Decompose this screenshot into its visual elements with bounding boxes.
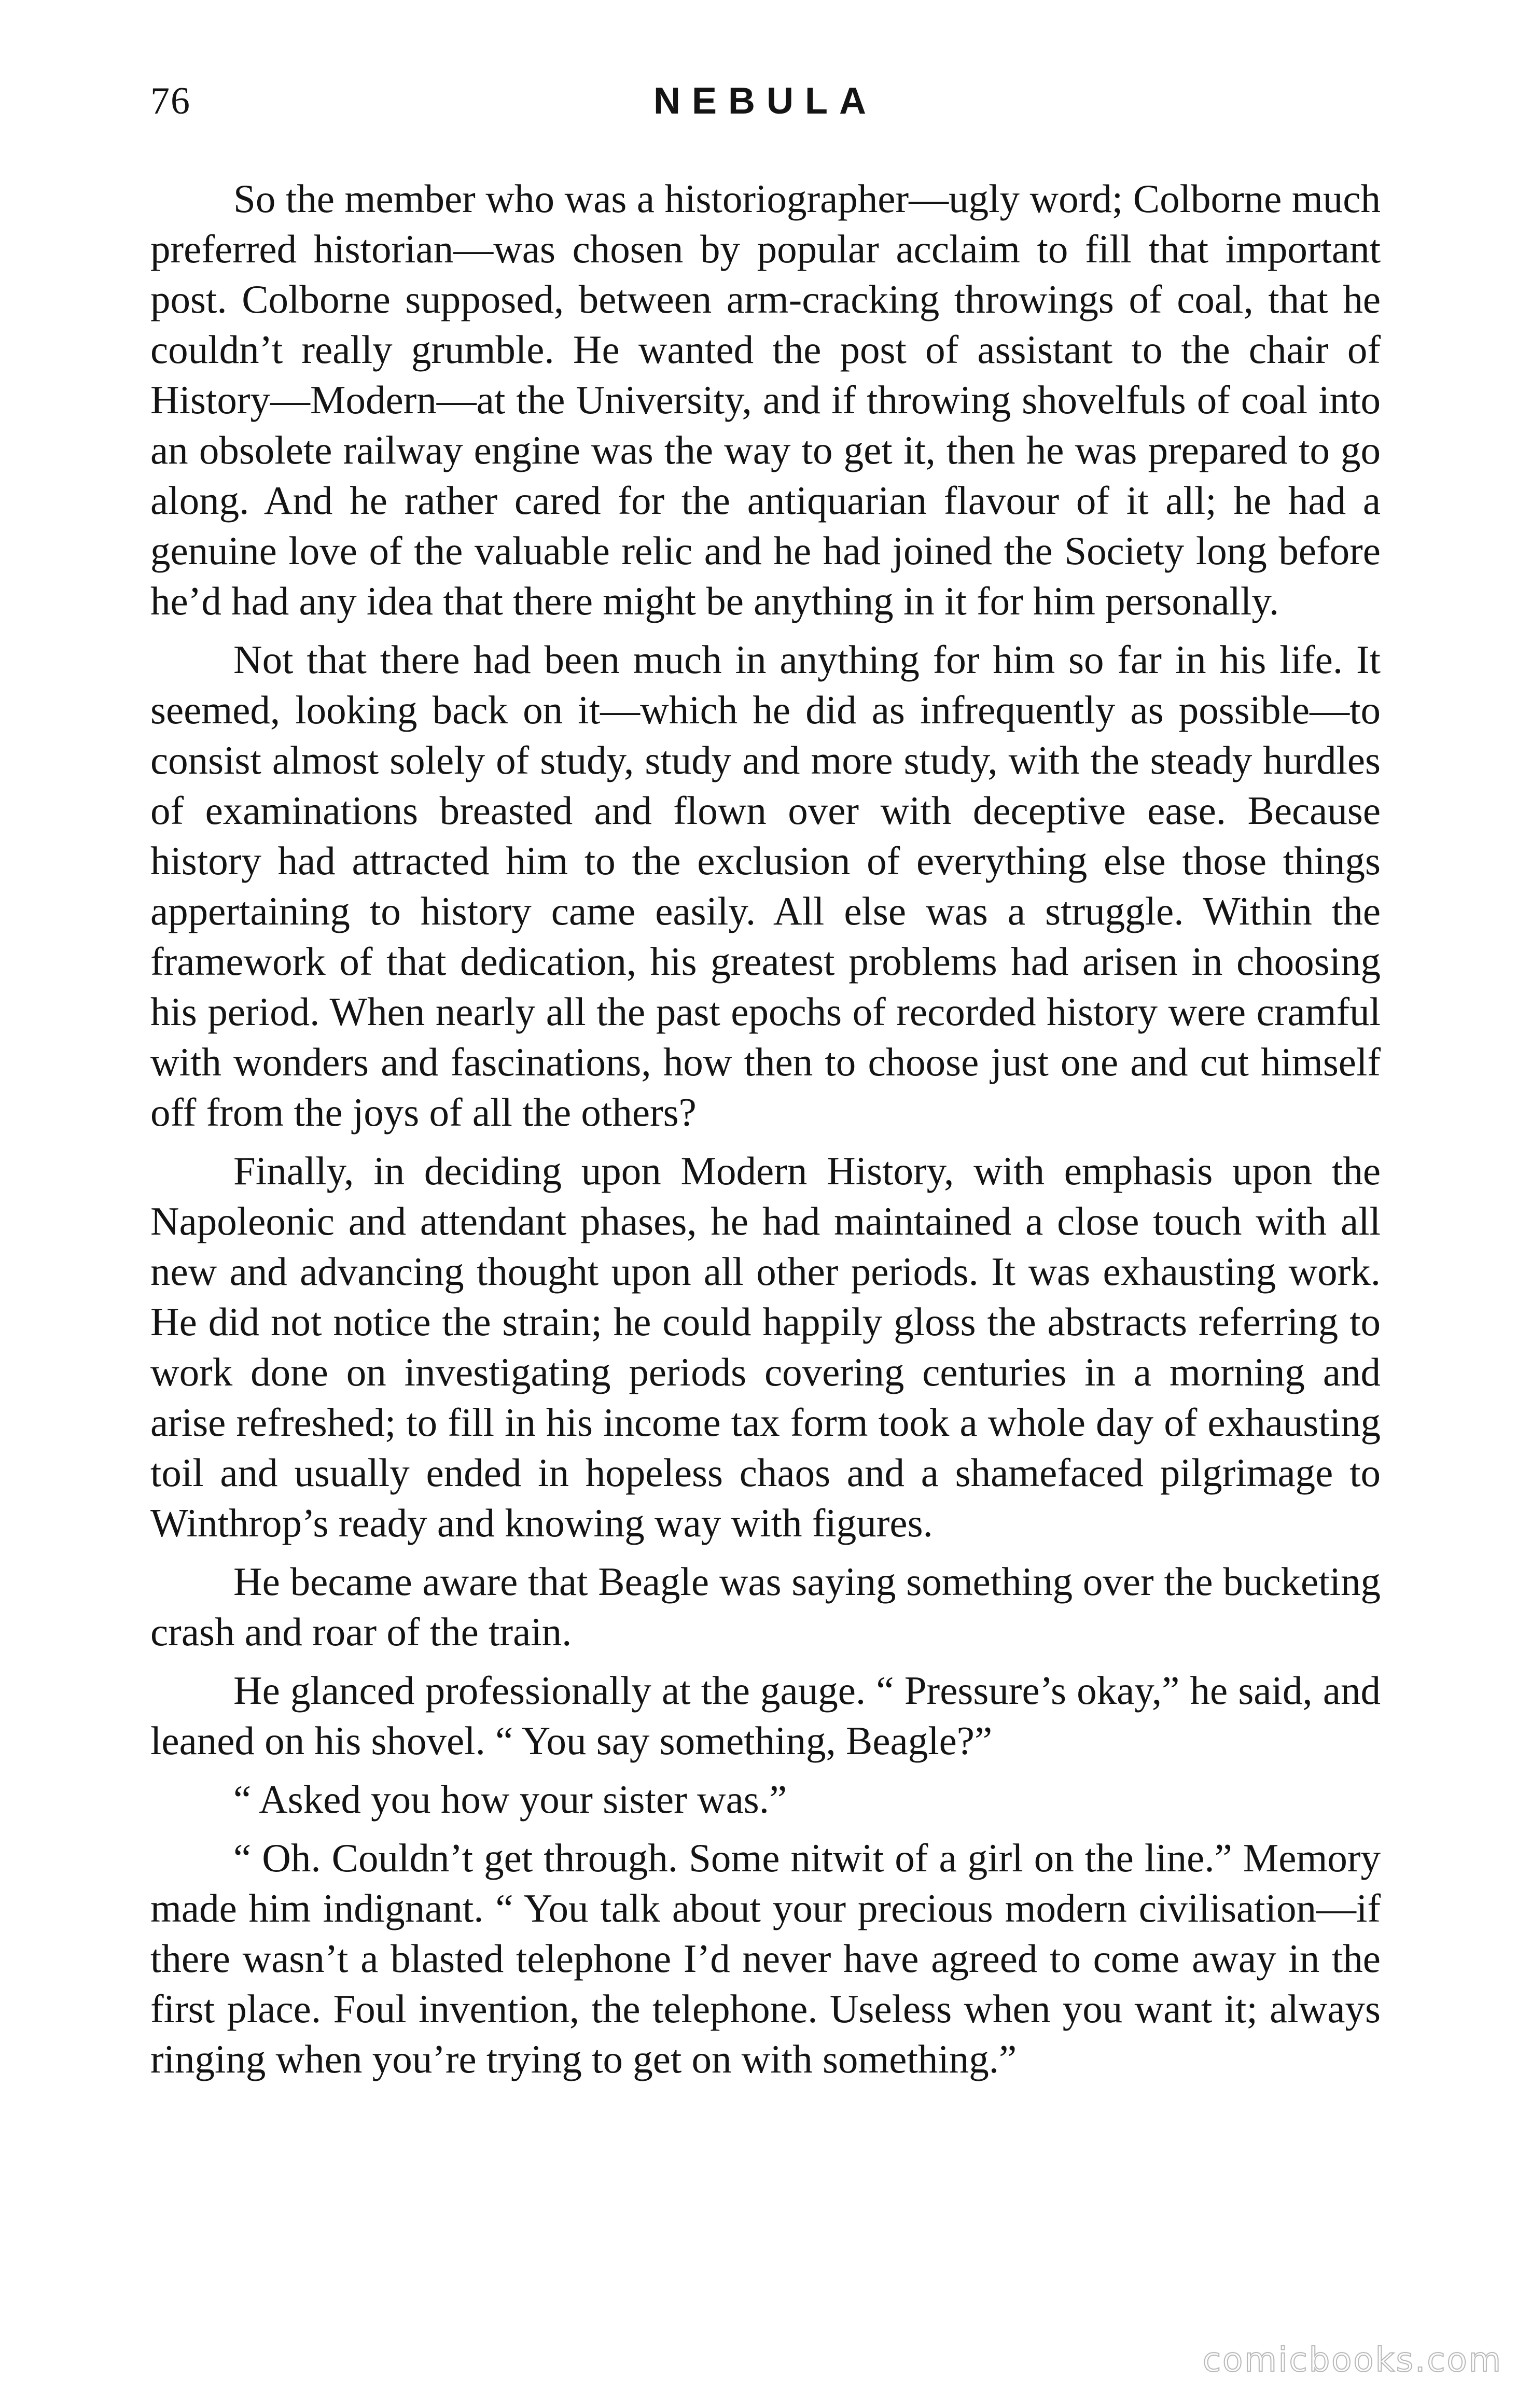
page-number: 76 [150, 80, 191, 122]
body-text [150, 174, 1381, 2093]
running-head [150, 73, 1381, 130]
paragraph: Finally, in deciding upon Modern History, with emphasis upon the Napoleonic and attendant phases, he had maintained a close touch with all new and advancing thought upon all other periods. It was exhausting work. He did not notice the strain; he could happily gloss the abstracts referring to work done on investigating periods covering centuries in a morning and arise refreshed; to fill in his income tax form took a whole day of exhausting toil and usually ended in hopeless chaos and a shamefaced pilgrimage to Winthrop’s ready and knowing way with figures. [150, 1149, 1381, 1545]
journal-title: NEBULA [653, 80, 878, 122]
watermark: comicbooks.com [1202, 2341, 1502, 2379]
paragraph: Not that there had been much in anything for him so far in his life. It seemed, looking back on it—which he did as infrequently as possible—to consist almost solely of study, study and more study, with the steady hurdles of examinations breasted and flown over with deceptive ease. Because history had attracted him to the exclusion of everything else those things appertaining to history came easily. All else was a struggle. Within the framework of that dedication, his greatest problems had arisen in choosing his period. When nearly all the past epochs of recorded history were cramful with wonders and fascinations, how then to choose just one and cut himself off from the joys of all the others? [150, 637, 1381, 1135]
paragraph: He became aware that Beagle was saying something over the bucketing crash and roar of the train. [150, 1559, 1381, 1654]
paragraph: “ Oh. Couldn’t get through. Some nitwit of a girl on the line.” Memory made him indignant. “ You talk about your precious modern civilisation—if there wasn’t a blasted telephone I’d never have agreed to come away in the first place. Foul invention, the telephone. Useless when you want it; always ringing when you’re trying to get on with something.” [150, 1836, 1381, 2081]
paragraph: So the member who was a historiographer—ugly word; Colborne much preferred historian—was chosen by popular acclaim to fill that important post. Colborne supposed, between arm-cracking throwings of coal, that he couldn’t really grumble. He wanted the post of assistant to the chair of History—Modern—at the University, and if throwing shovelfuls of coal into an obsolete railway engine was the way to get it, then he was prepared to go along. And he rather cared for the antiquarian flavour of it all; he had a genuine love of the valuable relic and he had joined the Society long before he’d had any idea that there might be anything in it for him personally. [150, 176, 1381, 623]
paragraph: “ Asked you how your sister was.” [233, 1777, 787, 1822]
paragraph: He glanced professionally at the gauge. “ Pressure’s okay,” he said, and leaned on his shovel. “ You say something, Beagle?” [150, 1668, 1381, 1763]
